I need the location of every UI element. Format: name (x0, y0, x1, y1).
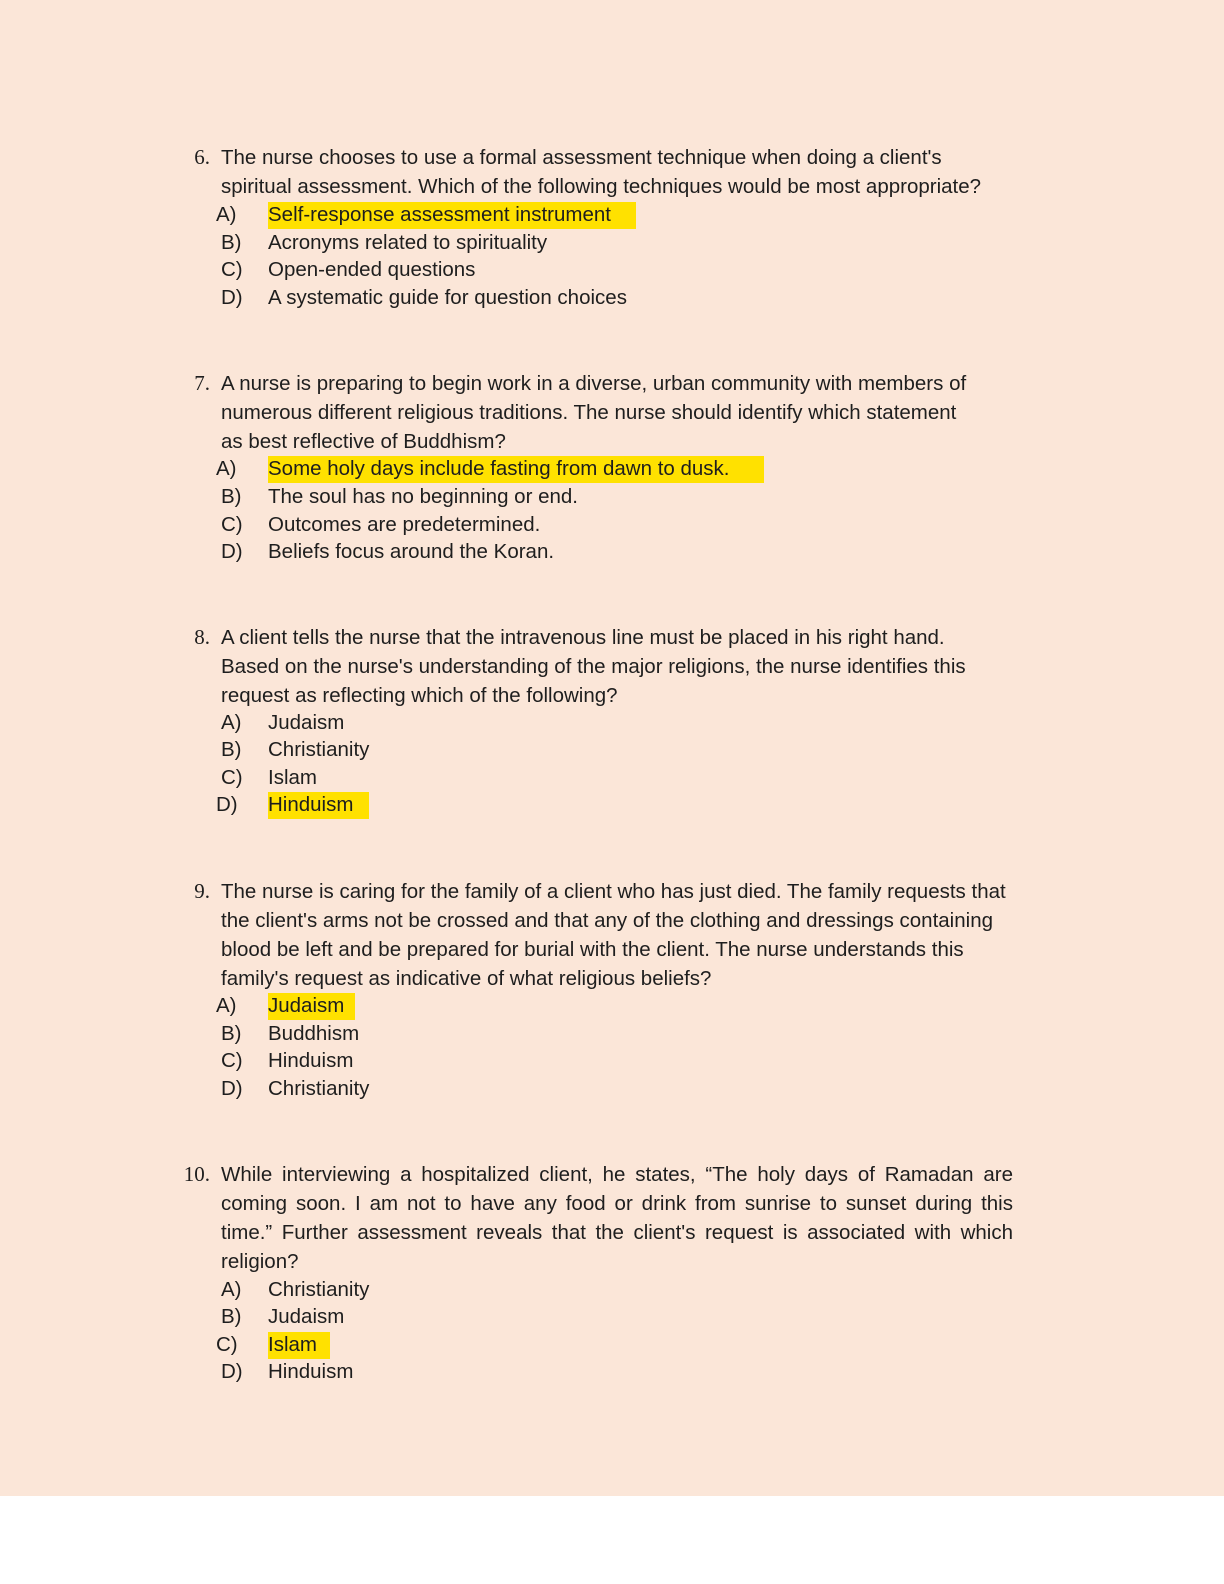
option-letter: A) (216, 203, 237, 226)
option-text: Acronyms related to spirituality (268, 231, 548, 254)
question-number: 8. (194, 625, 210, 649)
option-d (0, 1075, 1224, 1103)
option-text: Christianity (268, 1278, 370, 1301)
option-letter: D) (221, 1360, 243, 1383)
option-d (0, 1358, 1224, 1386)
option-text: Hinduism (268, 1049, 354, 1072)
option-c (0, 256, 1224, 284)
question-text: A nurse is preparing to begin work in a diverse, urban community with members of numerous different religious traditions. The nurse should identify which statement as best reflective of Buddhism? (221, 372, 967, 453)
option-text: The soul has no beginning or end. (268, 485, 579, 508)
option-c (0, 511, 1224, 539)
option-b (0, 483, 1224, 511)
option-text: Outcomes are predetermined. (268, 513, 541, 536)
option-letter: A) (216, 457, 237, 480)
option-text: Hinduism (268, 793, 354, 816)
question-number: 9. (194, 879, 210, 903)
option-b (0, 1020, 1224, 1048)
option-b (0, 229, 1224, 257)
option-c (0, 1047, 1224, 1075)
option-d (0, 284, 1224, 312)
option-text: Islam (268, 1333, 317, 1356)
option-a (0, 1276, 1224, 1304)
question-number: 7. (194, 371, 210, 395)
question-text: The nurse is caring for the family of a client who has just died. The family requests that the client's arms not be crossed and that any of the clothing and dressings containing blood be left and be prepared for burial with the client. The nurse understands this family's request as indicative of what religious beliefs? (221, 880, 1006, 990)
option-letter: C) (221, 766, 243, 789)
option-text: A systematic guide for question choices (268, 286, 627, 309)
option-a (0, 201, 1224, 229)
option-text: Hinduism (268, 1360, 354, 1383)
question-number: 10. (183, 1162, 210, 1186)
option-letter: A) (216, 994, 237, 1017)
question-number: 6. (194, 145, 210, 169)
option-text: Judaism (268, 711, 345, 734)
question-text: The nurse chooses to use a formal assessment technique when doing a client's spiritual assessment. Which of the following techniques would be most appropriate? (221, 146, 982, 198)
option-letter: A) (221, 1278, 242, 1301)
option-letter: B) (221, 231, 242, 254)
option-text: Open-ended questions (268, 258, 476, 281)
option-text: Islam (268, 766, 317, 789)
option-text: Some holy days include fasting from dawn to dusk. (268, 457, 730, 480)
option-text: Christianity (268, 738, 370, 761)
option-letter: C) (221, 1049, 243, 1072)
option-text: Christianity (268, 1077, 370, 1100)
option-letter: D) (216, 793, 238, 816)
option-letter: D) (221, 1077, 243, 1100)
option-letter: C) (221, 513, 243, 536)
option-letter: A) (221, 711, 242, 734)
option-letter: D) (221, 286, 243, 309)
option-d (0, 791, 1224, 819)
option-d (0, 538, 1224, 566)
option-b (0, 736, 1224, 764)
option-text: Judaism (268, 994, 345, 1017)
option-text: Beliefs focus around the Koran. (268, 540, 555, 563)
option-letter: D) (221, 540, 243, 563)
option-text: Buddhism (268, 1022, 360, 1045)
option-letter: B) (221, 1305, 242, 1328)
question-text: A client tells the nurse that the intravenous line must be placed in his right hand. Based on the nurse's understanding of the major religions, the nurse identifies this request as reflecting which of the following? (221, 626, 966, 707)
option-letter: B) (221, 485, 242, 508)
option-text: Self-response assessment instrument (268, 203, 611, 226)
option-c (0, 1331, 1224, 1359)
option-b (0, 1303, 1224, 1331)
option-letter: C) (216, 1333, 238, 1356)
option-a (0, 455, 1224, 483)
option-letter: B) (221, 738, 242, 761)
option-letter: B) (221, 1022, 242, 1045)
question-text: While interviewing a hospitalized client, he states, “The holy days of Ramadan are coming soon. I am not to have any food or drink from sunrise to sunset during this time.” Further assessment reveals that the client's request is associated with which religion? (221, 1163, 1013, 1273)
option-c (0, 764, 1224, 792)
option-a (0, 992, 1224, 1020)
option-letter: C) (221, 258, 243, 281)
option-text: Judaism (268, 1305, 345, 1328)
option-a (0, 709, 1224, 737)
